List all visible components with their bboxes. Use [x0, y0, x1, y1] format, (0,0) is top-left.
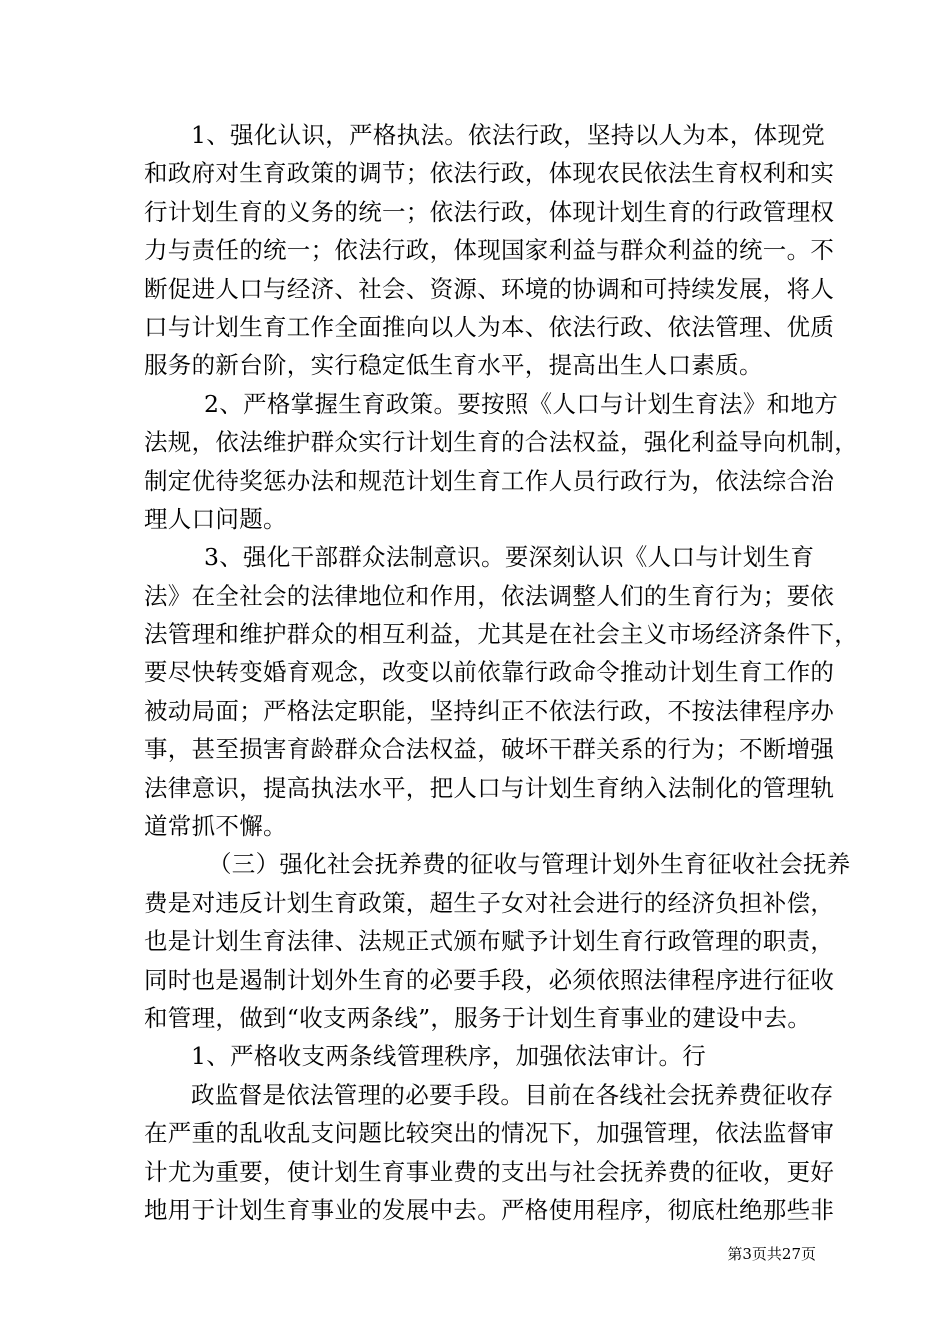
text-line: 地用于计划生育事业的发展中去。严格使用程序，彻底杜绝那些非 [144, 1195, 835, 1224]
text-line: 制定优待奖惩办法和规范计划生育工作人员行政行为，依法综合治 [144, 466, 835, 495]
text-line: 政监督是依法管理的必要手段。目前在各线社会抚养费征收存 [191, 1080, 834, 1109]
text-line: 理人口问题。 [144, 504, 287, 533]
page-number-footer: 第3页共27页 [727, 1245, 816, 1263]
text-line: 2、严格掌握生育政策。要按照《人口与计划生育法》和地方 [204, 389, 839, 418]
text-line: 同时也是遏制计划外生育的必要手段，必须依照法律程序进行征收 [144, 965, 835, 994]
text-line: 口与计划生育工作全面推向以人为本、依法行政、依法管理、优质 [144, 312, 835, 341]
text-line: 也是计划生育法律、法规正式颁布赋予计划生育行政管理的职责， [144, 927, 835, 956]
text-line: 道常抓不懈。 [144, 812, 287, 841]
text-line: 要尽快转变婚育观念，改变以前依靠行政命令推动计划生育工作的 [144, 658, 835, 687]
text-line: 事，甚至损害育龄群众合法权益，破坏干群关系的行为；不断增强 [144, 735, 835, 764]
text-line: 和政府对生育政策的调节；依法行政，体现农民依法生育权利和实 [144, 159, 835, 188]
text-line: 计尤为重要，使计划生育事业费的支出与社会抚养费的征收，更好 [144, 1157, 835, 1186]
text-line: 服务的新台阶，实行稳定低生育水平，提高出生人口素质。 [144, 351, 763, 380]
text-line: 1、强化认识，严格执法。依法行政，坚持以人为本，体现党 [191, 121, 826, 149]
document-body [144, 116, 858, 1229]
text-line: 被动局面；严格法定职能，坚持纠正不依法行政，不按法律程序办 [144, 696, 835, 725]
text-line: 法规，依法维护群众实行计划生育的合法权益，强化利益导向机制， [144, 428, 858, 457]
text-line: 断促进人口与经济、社会、资源、环境的协调和可持续发展，将人 [144, 274, 835, 303]
text-line: 在严重的乱收乱支问题比较突出的情况下，加强管理，依法监督审 [144, 1119, 835, 1148]
text-line: 力与责任的统一；依法行政，体现国家利益与群众利益的统一。不 [144, 236, 835, 265]
text-line: 和管理，做到“收支两条线”，服务于计划生育事业的建设中去。 [144, 1003, 812, 1032]
text-line: 行计划生育的义务的统一；依法行政，体现计划生育的行政管理权 [144, 197, 835, 226]
text-line: 法管理和维护群众的相互利益，尤其是在社会主义市场经济条件下， [144, 620, 858, 649]
text-line: 法》在全社会的法律地位和作用，依法调整人们的生育行为；要依 [144, 581, 835, 610]
text-line: 法律意识，提高执法水平，把人口与计划生育纳入法制化的管理轨 [144, 773, 835, 802]
text-line: 1、严格收支两条线管理秩序，加强依法审计。行 [191, 1042, 707, 1071]
text-line: 费是对违反计划生育政策，超生子女对社会进行的经济负担补偿， [144, 888, 835, 917]
text-line: 3、强化干部群众法制意识。要深刻认识《人口与计划生育 [204, 543, 815, 572]
text-line: （三）强化社会抚养费的征收与管理计划外生育征收社会抚养 [208, 850, 851, 879]
